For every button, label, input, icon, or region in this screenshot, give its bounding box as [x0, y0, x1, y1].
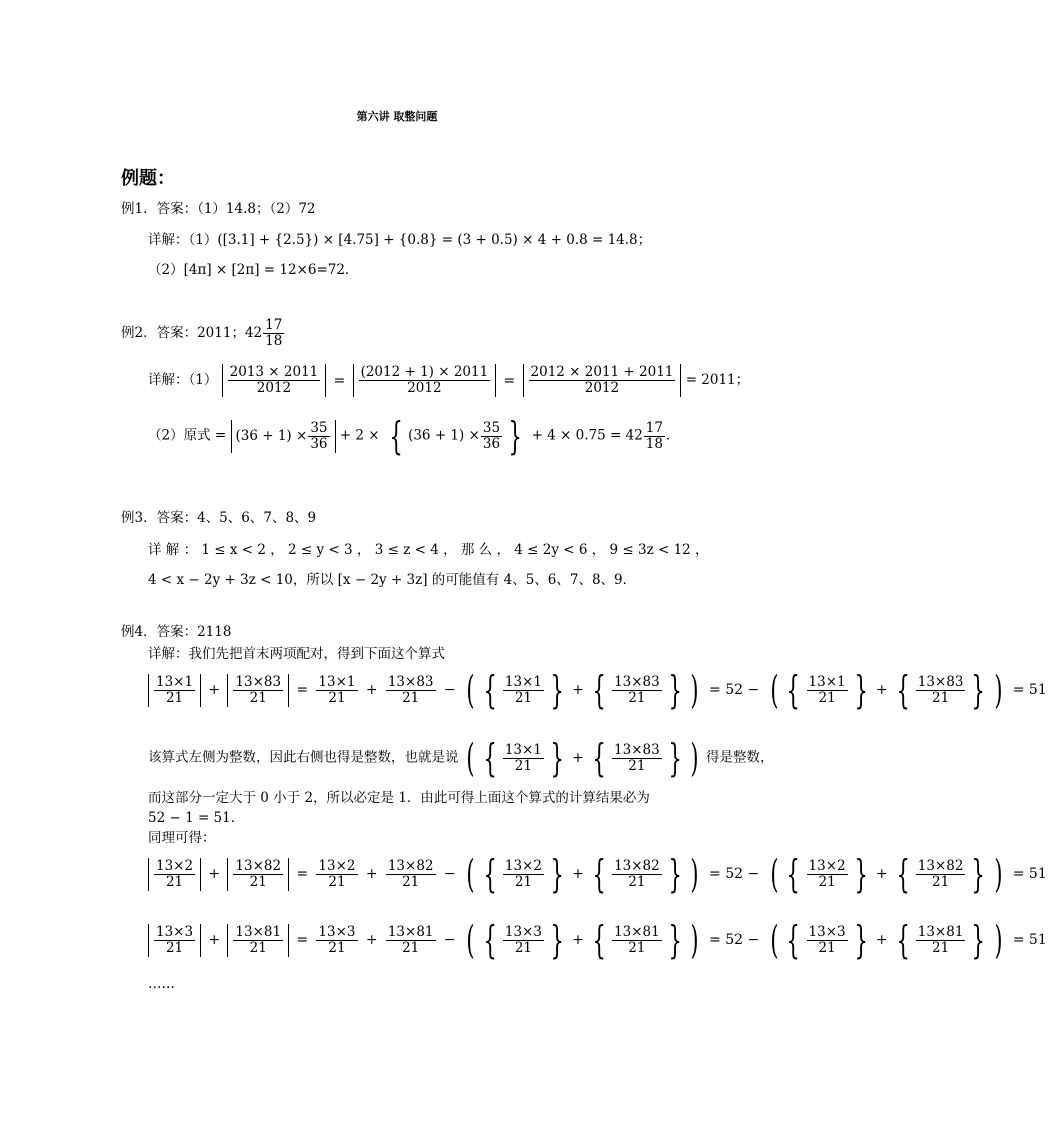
example-2-solution-2: （2）原式 = (36 + 1) × $\frac{35}{36}$ + 2 × { (36 + 1) × $\frac{35}{36}$ } + 4 × 0.75 = 42 $\frac{17}{18}$ ． — [148, 414, 680, 458]
floor-bracket: (36 + 1) × $\frac{35}{36}$ — [231, 420, 336, 453]
floor-bracket: $\frac{(2012 + 1) \times 2011}{2012}$ — [353, 364, 497, 397]
example-1-answer: 例1．答案：（1）14.8；（2）72 — [121, 201, 316, 217]
example-3-solution-1: 详 解 ： 1 ≤ x < 2 ， 2 ≤ y < 3 ， 3 ≤ z < 4 ， 那 么 ， 4 ≤ 2y < 6 ， 9 ≤ 3z < 12 ， — [148, 542, 709, 558]
equation-row-3: $\frac{13\times 3}{21}$ + $\frac{13\times 81}{21}$ = $\frac{13\times 3}{21}$ + $\frac{13\times 81}{21}$ − ( { $\frac{13\times 3}{21}$ } + { $\frac{13\times 81}{21}$ } ) = 52 − ( { $\frac{13\times 3}{21}$ } + { $\frac{13\times 81}{21}$ } ) = 51 — [148, 922, 1050, 958]
equation-row-1: $\frac{13\times 1}{21}$ + $\frac{13\times 83}{21}$ = $\frac{13\times 1}{21}$ + $\frac{13\times 83}{21}$ − ( { $\frac{13\times 1}{21}$ } + { $\frac{13\times 83}{21}$ } ) = 52 − ( { $\frac{13\times 1}{21}$ } + { $\frac{13\times 83}{21}$ } ) = 51 — [148, 672, 1050, 708]
page-title: 第六讲 取整问题 — [356, 110, 438, 123]
example-1-solution-1: 详解：（1）([3.1] + {2.5}) × [4.75] + {0.8} = (3 + 0.5) × 4 + 0.8 = 14.8； — [148, 232, 652, 248]
floor-bracket: $\frac{2012 \times 2011 + 2011}{2012}$ — [523, 364, 682, 397]
example-4-paragraph-1: 该算式左侧为整数，因此右侧也得是整数，也就是说 ( { $\frac{13\times 1}{21}$ } + { $\frac{13\times 83}{21}$ } ) 得是整数， — [148, 736, 774, 780]
ellipsis: …… — [148, 976, 175, 992]
example-4-answer: 例4．答案：2118 — [121, 624, 232, 640]
example-1-solution-2: （2）[4π] × [2π] = 12×6=72． — [148, 262, 359, 278]
answer-fraction: $\frac{17}{18}$ — [265, 317, 283, 349]
section-heading: 例题： — [121, 168, 175, 189]
floor-bracket: $\frac{2013 \times 2011}{2012}$ — [222, 364, 327, 397]
example-4-solution-intro: 详解：我们先把首末两项配对，得到下面这个算式 — [148, 646, 445, 662]
equation-row-2: $\frac{13\times 2}{21}$ + $\frac{13\times 82}{21}$ = $\frac{13\times 2}{21}$ + $\frac{13\times 82}{21}$ − ( { $\frac{13\times 2}{21}$ } + { $\frac{13\times 82}{21}$ } ) = 52 − ( { $\frac{13\times 2}{21}$ } + { $\frac{13\times 82}{21}$ } ) = 51 — [148, 856, 1050, 892]
example-4-paragraph-2: 而这部分一定大于 0 小于 2，所以必定是 1．由此可得上面这个算式的计算结果必为 — [148, 790, 650, 806]
example-2-answer — [121, 318, 285, 349]
example-4-paragraph-3: 52 − 1 = 51． — [148, 810, 245, 826]
example-2-solution-1: 详解：（1） $\frac{2013 \times 2011}{2012}$ = $\frac{(2012 + 1) \times 2011}{2012}$ = $\frac{2012 \times 2011 + 2011}{2012}$ = 2011； — [148, 364, 750, 396]
solution-result: = 2011； — [685, 372, 750, 388]
example-3-solution-2: 4 < x − 2y + 3z < 10，所以 [x − 2y + 3z] 的可能值有 4、5、6、7、8、9． — [148, 572, 637, 588]
solution-prefix: 详解：（1） — [148, 372, 218, 388]
answer-text: 例2．答案：2011；42 — [121, 325, 263, 341]
example-3-answer: 例3．答案：4、5、6、7、8、9 — [121, 510, 317, 526]
example-4-paragraph-4: 同理可得： — [148, 830, 216, 846]
